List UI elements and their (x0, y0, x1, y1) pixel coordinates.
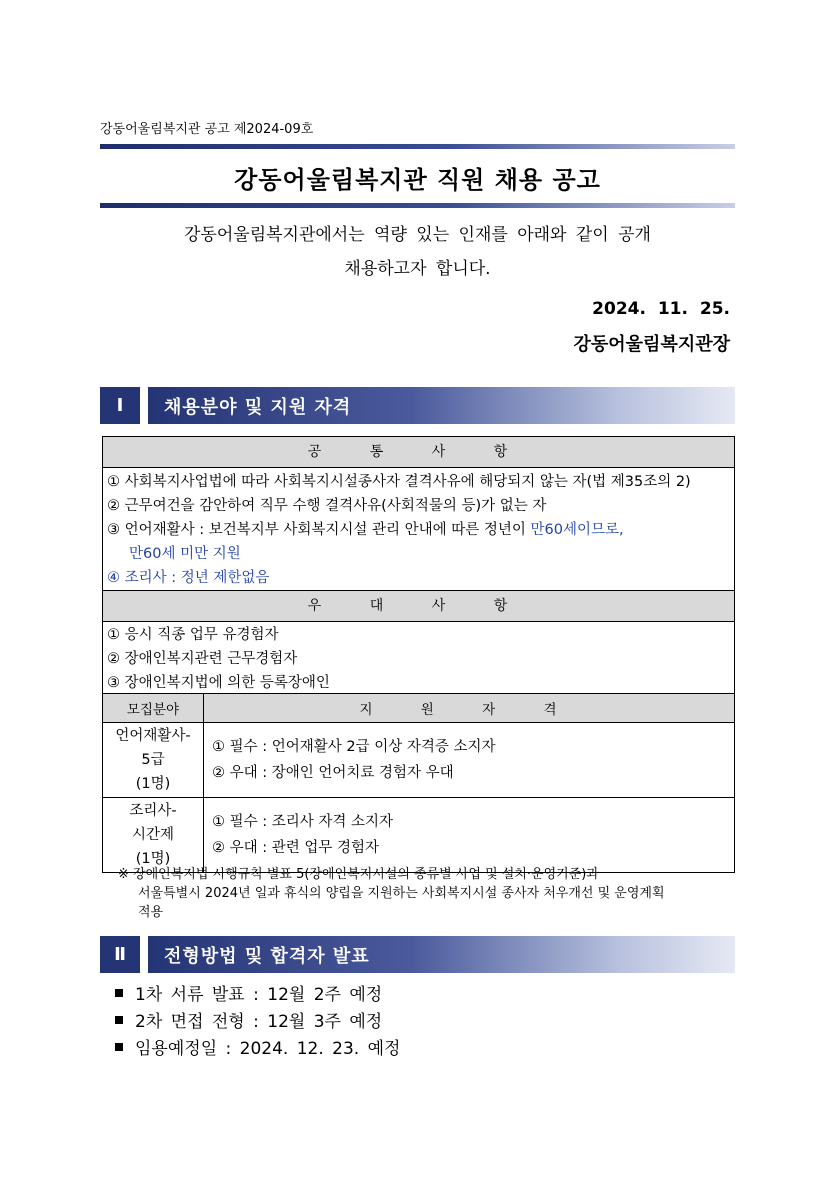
field-line: 시간제 (131, 827, 175, 843)
bullet-square-icon (115, 989, 123, 997)
schedule-item-3 (115, 1034, 400, 1059)
footnote (118, 865, 738, 922)
schedule-item-1 (115, 980, 382, 1005)
notice-date: 2024. 11. 25. (592, 299, 730, 319)
page-title: 강동어울림복지관 직원 채용 공고 (234, 166, 601, 194)
common-item-3 (103, 518, 734, 542)
requirements-cell (204, 723, 735, 798)
section-1-header (100, 387, 735, 424)
header-qualification: 지 원 자 격 (204, 694, 735, 723)
common-header: 공 통 사 항 (103, 437, 734, 468)
field-line: 조리사- (129, 803, 177, 819)
footnote-line-1: ※ 장애인복지법 시행규칙 별표 5(장애인복지시설의 종류별 사업 및 설치·운영기준)과 (118, 867, 599, 882)
top-divider (100, 144, 735, 149)
header-field: 모집분야 (103, 694, 204, 723)
section-2-number: Ⅱ (100, 936, 140, 973)
notice-number: 강동어울림복지관 공고 제2024-09호 (100, 122, 314, 137)
field-cell (103, 723, 204, 798)
common-item-3-highlight: 만60세이므로, (530, 522, 624, 538)
preference-item-3: ③ 장애인복지법에 의한 등록장애인 (107, 675, 330, 691)
footnote-line-3: 적용 (138, 905, 164, 920)
table-row (103, 798, 735, 873)
section-2-header (100, 936, 735, 973)
bullet-square-icon (115, 1016, 123, 1024)
section-1-number: Ⅰ (100, 387, 140, 424)
table-row (103, 723, 735, 798)
field-cell (103, 798, 204, 873)
bullet-square-icon (115, 1043, 123, 1051)
field-line: 언어재활사- (115, 728, 191, 744)
common-item-3-text: ③ 언어재활사 : 보건복지부 사회복지시설 관리 안내에 따른 정년이 (107, 522, 531, 538)
organization-name: 강동어울림복지관장 (573, 334, 730, 355)
schedule-item-text: 2차 면접 전형 : 12월 3주 예정 (135, 1012, 383, 1032)
qualification-box (102, 436, 735, 694)
preference-header: 우 대 사 항 (103, 590, 734, 622)
preference-item-1: ① 응시 직종 업무 유경험자 (107, 627, 279, 643)
field-line: (1명) (135, 851, 171, 867)
field-line: (1명) (135, 776, 171, 792)
intro-line-2: 채용하고자 합니다. (344, 259, 491, 279)
schedule-item-2 (115, 1007, 382, 1032)
requirement-line: ① 필수 : 조리사 자격 소지자 (212, 814, 393, 830)
common-item-1: ① 사회복지사업법에 따라 사회복지시설종사자 결격사유에 해당되지 않는 자(법 제35조의 2) (107, 474, 691, 490)
common-item-3-cont: 만60세 미만 지원 (129, 546, 241, 562)
preference-item-2: ② 장애인복지관련 근무경험자 (107, 651, 298, 667)
section-1-title: 채용분야 및 지원 자격 (148, 387, 735, 424)
intro-line-1: 강동어울림복지관에서는 역량 있는 인재를 아래와 같이 공개 (184, 225, 651, 245)
requirement-line: ② 우대 : 장애인 언어치료 경험자 우대 (212, 765, 454, 781)
common-item-4: ④ 조리사 : 정년 제한없음 (107, 570, 270, 586)
requirements-cell (204, 798, 735, 873)
section-2-title: 전형방법 및 합격자 발표 (148, 936, 735, 973)
common-item-2: ② 근무여건을 감안하여 직무 수행 결격사유(사회적물의 등)가 없는 자 (107, 498, 547, 514)
requirement-line: ② 우대 : 관련 업무 경험자 (212, 840, 379, 856)
footnote-line-2: 서울특별시 2024년 일과 휴식의 양립을 지원하는 사회복지시설 종사자 처우개선 및 운영계획 (138, 886, 665, 901)
field-line: 5급 (141, 752, 165, 768)
schedule-item-text: 1차 서류 발표 : 12월 2주 예정 (135, 985, 383, 1005)
schedule-item-text: 임용예정일 : 2024. 12. 23. 예정 (135, 1039, 401, 1059)
title-divider (100, 203, 735, 208)
requirement-line: ① 필수 : 언어재활사 2급 이상 자격증 소지자 (212, 739, 496, 755)
table-header-row (103, 694, 735, 723)
recruitment-table (102, 693, 735, 873)
intro-text (100, 218, 735, 286)
